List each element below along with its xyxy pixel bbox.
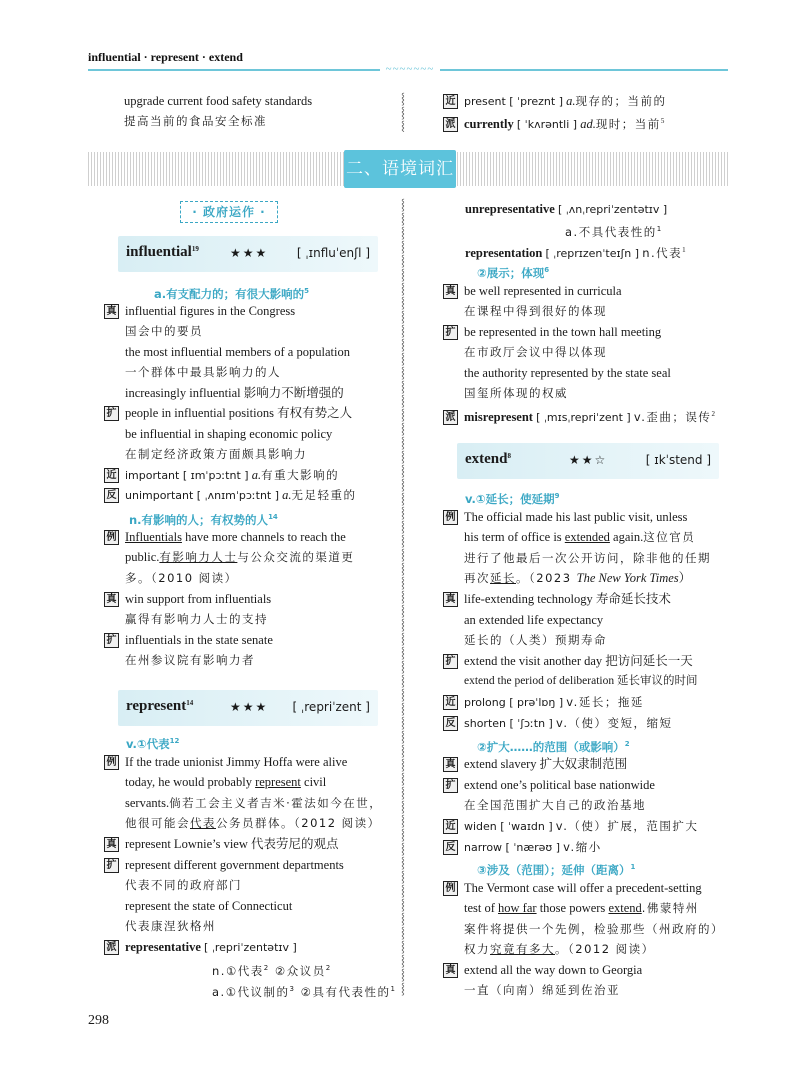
derivative-definition: a.不具代表性的$^1$	[565, 225, 663, 239]
entry-line: 扩 represent different government departments	[104, 856, 344, 874]
tag-icon: 真	[104, 592, 119, 607]
entry-line: the authority represented by the state seal	[464, 366, 671, 380]
entry-translation: 在制定经济政策方面颇具影响力	[125, 447, 307, 461]
entry-line: the most influential members of a population	[125, 345, 350, 359]
entry-translation: 在课程中得到很好的体现	[464, 304, 607, 318]
synonym-line: 近 important [ ɪmˈpɔːtnt ] a.有重大影响的	[104, 466, 339, 485]
entry-translation: 代表康涅狄格州	[125, 919, 216, 933]
sense-heading: ②展示；体现$^6$	[477, 266, 550, 280]
entry-translation: 一直（向南）绵延到佐治亚	[464, 983, 620, 997]
synonym-line: 近 widen [ ˈwaɪdn ] v.（使）扩展，范围扩大	[443, 817, 698, 836]
tag-icon: 派	[104, 940, 119, 955]
derivative-definition: n.①代表$^2$ ②众议员$^2$	[212, 964, 332, 978]
tag-icon: 反	[104, 488, 119, 503]
synonym-line: 近 present [ ˈpreznt ] a.现存的；当前的	[443, 92, 667, 111]
example-line: 再次延长。（2023 The New York Times）	[464, 571, 692, 585]
entry-translation: 国玺所体现的权威	[464, 386, 568, 400]
topic-label: · 政府运作 ·	[180, 201, 278, 223]
tag-icon: 派	[443, 117, 458, 132]
example-line: 多。（2010 阅读）	[125, 571, 238, 585]
tag-icon: 真	[104, 304, 119, 319]
tag-icon: 扩	[104, 858, 119, 873]
entry-translation: 在市政厅会议中得以体现	[464, 345, 607, 359]
star-rating: ★★☆	[569, 453, 608, 467]
right-column	[443, 198, 743, 998]
column-divider: ⸾ ⸾ ⸾ ⸾ ⸾ ⸾ ⸾ ⸾ ⸾ ⸾ ⸾ ⸾ ⸾ ⸾ ⸾ ⸾ ⸾ ⸾ ⸾ ⸾ ⸾ ⸾ ⸾ ⸾ ⸾ ⸾ ⸾ ⸾ ⸾ ⸾ ⸾ ⸾ ⸾ ⸾ ⸾ ⸾ ⸾ ⸾ ⸾ ⸾ ⸾ ⸾ ⸾ ⸾ ⸾ ⸾ ⸾ ⸾ ⸾ ⸾ ⸾ ⸾ ⸾ ⸾ ⸾ ⸾ ⸾	[401, 198, 405, 995]
tag-icon: 近	[104, 468, 119, 483]
tag-icon: 反	[443, 840, 458, 855]
header-ornament: ~~~~~~~	[380, 63, 440, 75]
tag-icon: 真	[443, 963, 458, 978]
tag-icon: 例	[443, 881, 458, 896]
tag-icon: 近	[443, 695, 458, 710]
tag-icon: 真	[443, 757, 458, 772]
tag-icon: 扩	[443, 654, 458, 669]
antonym-line: 反 unimportant [ ˌʌnɪmˈpɔːtnt ] a.无足轻重的	[104, 486, 357, 505]
synonym-line: 近 prolong [ prəˈlɒŋ ] v.延长；拖延	[443, 693, 644, 712]
example-line: 权力究竟有多大。（2012 阅读）	[464, 942, 655, 956]
entry-line: 真 influential figures in the Congress	[104, 302, 295, 320]
example-line: his term of office is extended again.这位官员	[464, 530, 696, 544]
example-line: 例 Influentials have more channels to reach the	[104, 528, 346, 546]
sense-heading: n.有影响的人；有权势的人$^{14}$	[129, 513, 278, 527]
tag-icon: 扩	[104, 633, 119, 648]
example-line: servants.倘若工会主义者吉米·霍法如今在世，	[125, 796, 383, 810]
phonetic: [ ɪkˈstend ]	[645, 453, 711, 467]
page-number: 298	[88, 1013, 109, 1028]
headword-box-extend	[457, 443, 719, 479]
entry-translation: 赢得有影响力人士的支持	[125, 612, 268, 626]
derivative-line: 派 representative [ ˌrepriˈzentətɪv ]	[104, 938, 297, 957]
example-line: 进行了他最后一次公开访问，除非他的任期	[464, 551, 711, 565]
entry-line: 真 life-extending technology 寿命延长技术	[443, 590, 671, 608]
sense-heading: ③涉及（范围）；延伸（距离）$^1$	[477, 863, 636, 877]
example-line: 例 The Vermont case will offer a precedent-setting	[443, 879, 702, 897]
tag-icon: 派	[443, 410, 458, 425]
entry-translation: 在全国范围扩大自己的政治基地	[464, 798, 646, 812]
left-column	[104, 230, 397, 1010]
example-line: 案件将提供一个先例，检验那些（州政府的）	[464, 922, 724, 936]
headword-box-influential	[118, 236, 378, 272]
example-line: public.有影响力人士与公众交流的渠道更	[125, 550, 355, 564]
sense-heading: ②扩大……的范围（或影响）$^2$	[477, 740, 630, 754]
tag-icon: 反	[443, 716, 458, 731]
example-line: 例 If the trade unionist Jimmy Hoffa were alive	[104, 753, 347, 771]
entry-line: 真 win support from influentials	[104, 590, 271, 608]
entry-translation: 延长的（人类）预期寿命	[464, 633, 607, 647]
entry-line: 真 represent Lownie’s view 代表劳尼的观点	[104, 835, 339, 853]
entry-line: 真 extend slavery 扩大奴隶制范围	[443, 755, 627, 773]
entry-translation: 一个群体中最具影响力的人	[125, 365, 281, 379]
derivative-definition: a.①代议制的$^3$ ②具有代表性的$^1$	[212, 985, 397, 999]
entry-line: 扩 extend the visit another day 把访问延长一天	[443, 652, 693, 670]
entry-line: 扩 influentials in the state senate	[104, 631, 273, 649]
headword: influential$^{19}$	[126, 244, 199, 260]
tag-icon: 近	[443, 819, 458, 834]
column-divider: ⸾ ⸾ ⸾	[401, 92, 405, 132]
entry-line: extend the period of deliberation 延长审议的时间	[464, 675, 698, 687]
derivative-line: representation [ ˌreprɪzenˈteɪʃn ] n.代表$^1$	[465, 246, 686, 260]
tag-icon: 扩	[104, 406, 119, 421]
headword-box-represent	[118, 690, 378, 726]
entry-translation: 国会中的要员	[125, 324, 203, 338]
running-head: influential · represent · extend	[88, 50, 243, 64]
entry-line: 扩 be represented in the town hall meeting	[443, 323, 661, 341]
headword: represent$^{14}$	[126, 698, 194, 714]
tag-icon: 例	[104, 530, 119, 545]
derivative-line: unrepresentative [ ˌʌnˌrepriˈzentətɪv ]	[465, 202, 668, 216]
tag-icon: 例	[104, 755, 119, 770]
antonym-line: 反 shorten [ ˈʃɔːtn ] v.（使）变短，缩短	[443, 714, 673, 733]
sense-heading: a.有支配力的；有很大影响的$^5$	[154, 287, 310, 301]
entry-line: 扩 extend one’s political base nationwide	[443, 776, 655, 794]
tag-icon: 真	[443, 592, 458, 607]
entry-line: 扩 people in influential positions 有权有势之人	[104, 404, 352, 422]
entry-translation: 在州参议院有影响力者	[125, 653, 255, 667]
headword: extend$^8$	[465, 451, 511, 467]
star-rating: ★★★	[230, 246, 269, 260]
entry-line: be influential in shaping economic policy	[125, 427, 333, 441]
entry-line: 真 extend all the way down to Georgia	[443, 961, 642, 979]
example-line: test of how far those powers extend.佛蒙特州	[464, 901, 699, 915]
tag-icon: 扩	[443, 778, 458, 793]
entry-translation: 代表不同的政府部门	[125, 878, 242, 892]
antonym-line: 反 narrow [ ˈnærəʊ ] v.缩小	[443, 838, 602, 857]
section-title: 二、语境词汇	[344, 150, 456, 188]
example-line: today, he would probably represent civil	[125, 775, 327, 789]
derivative-line: 派 misrepresent [ ˌmɪsˌrepriˈzent ] v.歪曲；误传$^2$	[443, 405, 715, 427]
phonetic: [ ˌɪnfluˈenʃl ]	[296, 246, 370, 260]
star-rating: ★★★	[230, 700, 269, 714]
tag-icon: 真	[443, 284, 458, 299]
entry-line: increasingly influential 影响力不断增强的	[125, 386, 344, 400]
example-line: 他很可能会代表公务员群体。（2012 阅读）	[125, 816, 381, 830]
example-text: upgrade current food safety standards	[124, 94, 313, 108]
example-line: 例 The official made his last public visit, unless	[443, 508, 687, 526]
sense-heading: v.①代表$^{12}$	[126, 737, 180, 751]
entry-line: represent the state of Connecticut	[125, 899, 293, 913]
tag-icon: 真	[104, 837, 119, 852]
entry-line: 真 be well represented in curricula	[443, 282, 622, 300]
tag-icon: 例	[443, 510, 458, 525]
sense-heading: v.①延长；使延期$^9$	[465, 492, 560, 506]
derivative-line: 派 currently [ ˈkʌrəntli ] ad.现时；当前$^5$	[443, 112, 664, 134]
phonetic: [ ˌrepriˈzent ]	[292, 700, 370, 714]
example-translation: 提高当前的食品安全标准	[124, 114, 267, 128]
tag-icon: 近	[443, 94, 458, 109]
tag-icon: 扩	[443, 325, 458, 340]
entry-line: an extended life expectancy	[464, 613, 604, 627]
